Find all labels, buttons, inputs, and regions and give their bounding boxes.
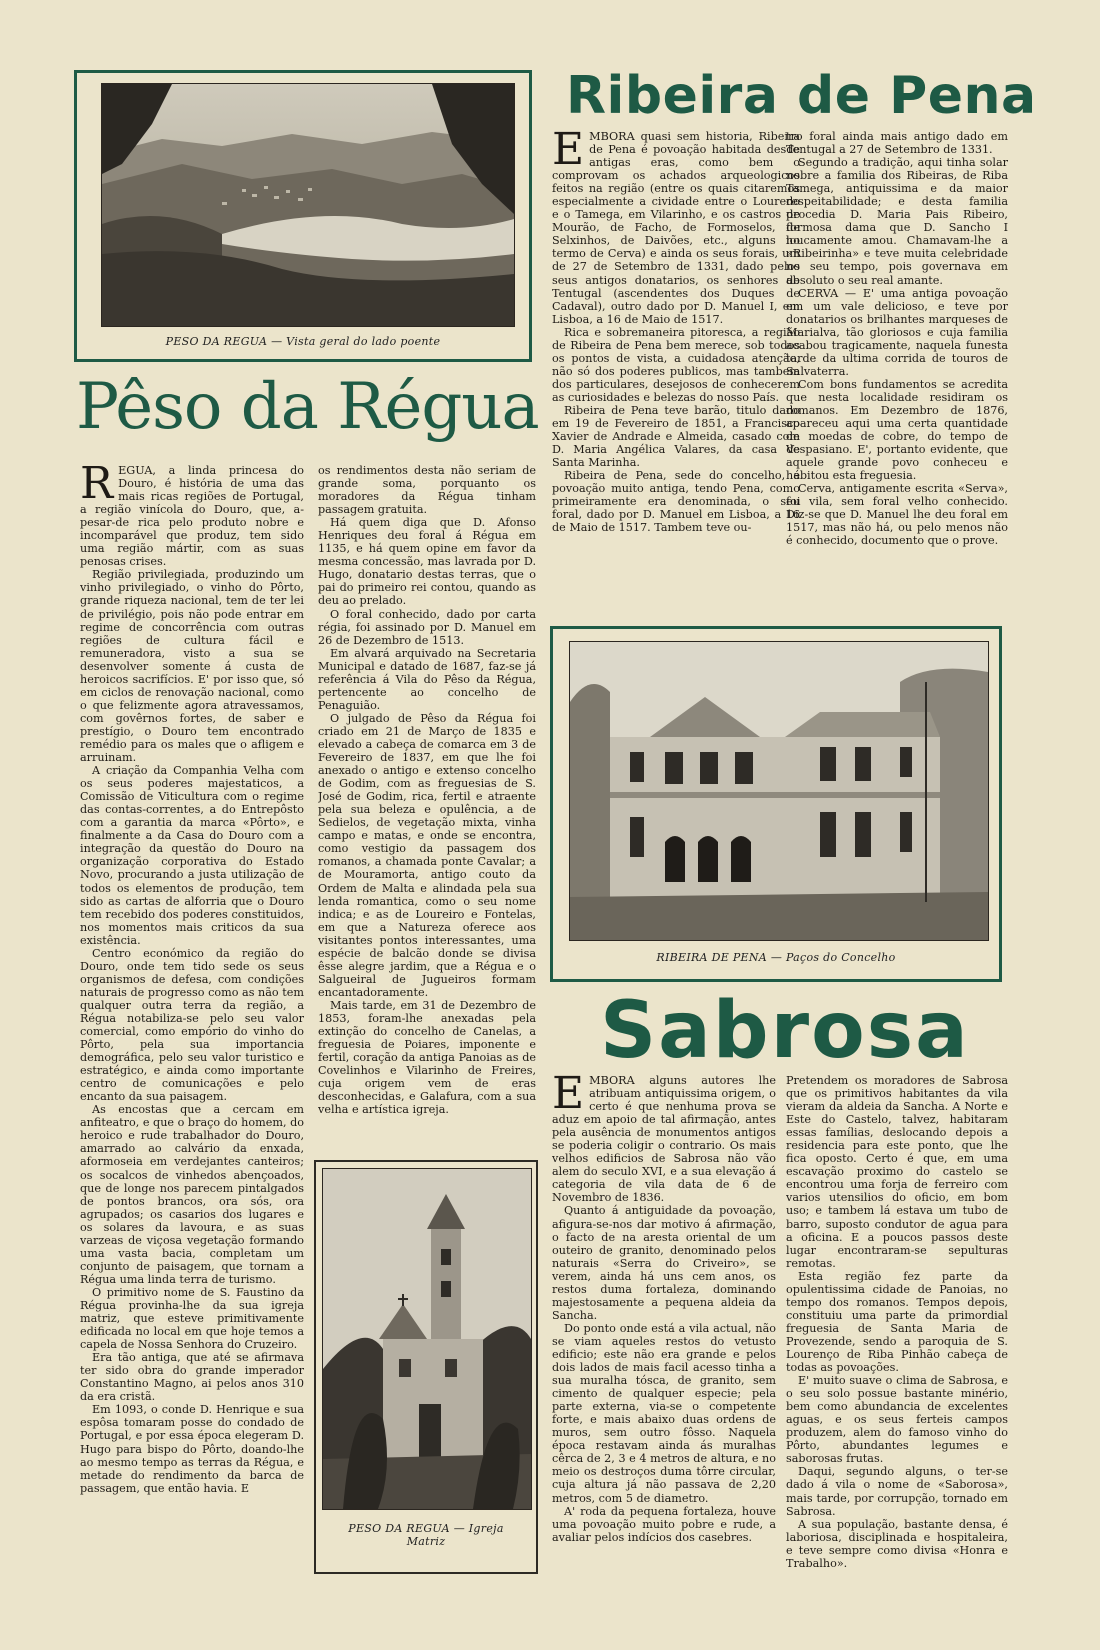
ribeira-paragraph-9: Cerva, antigamente escrita «Serva», foi vila, sem foral velho conhecido. Diz-se que D. Manuel lhe deu foral em 1517, mas não há, ou pelo menos não é conhecido, documento que o prove.: [786, 482, 1008, 548]
ribeira-column-2: [786, 130, 1008, 620]
photo-ribeira-pacos: [569, 641, 989, 941]
sabrosa-paragraph-1: EMBORA alguns autores lhe atribuam antiquissima origem, o certo é que nenhuma prova se aduz em apoio de tal afirmação, antes pela ausência de monumentos antigos se poderia coligir o contrario. Os mais velhos edificios de Sabrosa não vão alem do seculo XVI, e a sua elevação á categoria de vila data de 6 de Novembro de 1836.: [552, 1074, 776, 1205]
regua-paragraph-3: A criação da Companhia Velha com os seus poderes majestaticos, a Comissão de Viticultura com o regime das contas-correntes, a do Entrepôsto com a garantia da marca «Pôrto», e finalmente a da Casa do Douro com a integração da questão do Douro na organização corporativa do Estado Novo, procurando a justa utilização de todos os elementos de produção, tem sido as cartas de alforria que o Douro tem recebido dos poderes constituidos, nos momentos mais criticos da sua existência.: [80, 764, 304, 947]
sabrosa-paragraph-4: A' roda da pequena fortaleza, houve uma povoação muito pobre e rude, a avaliar pelos indícios dos casebres.: [552, 1504, 776, 1544]
ribeira-paragraph-3: Ribeira de Pena teve barão, titulo dado em 19 de Fevereiro de 1851, a Francisco Xavier de Andrade e Almeida, casado com D. Maria Angélica Valares, da casa de Santa Marinha.: [552, 403, 800, 470]
ribeira-paragraph-7: CERVA — E' uma antiga povoação em um vale delicioso, e teve por donatarios os brilhantes marqueses de Marialva, tão gloriosos e cuja familia acabou tragicamente, naquela funesta tarde da ultima corrida de touros de Salvaterra.: [786, 286, 1008, 378]
drop-cap-r: R: [80, 464, 114, 509]
caption-ribeira-pacos: RIBEIRA DE PENA — Paços do Concelho: [656, 951, 896, 964]
regua-paragraph-1: REGUA, a linda princesa do Douro, é história de uma das mais ricas regiões de Portugal, a região vinícola do Douro, que, a-pesar-de rica pelo produto nobre e incomparável que produz, tem sido uma região mártir, com as suas penosas crises.: [80, 464, 304, 569]
sabrosa-paragraph-8: Daqui, segundo alguns, o ter-se dado á vila o nome de «Saborosa», mais tarde, por corrupção, tornado em Sabrosa.: [786, 1465, 1008, 1518]
ribeira-paragraph-4: Ribeira de Pena, sede do concelho, é povoação muito antiga, tendo Pena, como primeiramente era denominada, o seu foral, dado por D. Manuel em Lisboa, a 16 de Maio de 1517. Tambem teve ou-: [552, 469, 800, 535]
sabrosa-paragraph-3: Do ponto onde está a vila actual, não se viam aqueles restos do vetusto edificio; este não era grande e pelos dois lados de mais facil acesso tinha a sua muralha tósca, de granito, sem cimento de qualquer especie; pela parte externa, via-se o competente forte, e mais abaixo duas ordens de muros, sem outro fôsso. Naquela época restavam ainda ás muralhas cêrca de 2, 3 e 4 metros de altura, e no meio os destroços duma tôrre circular, cuja altura já não passava de 2,20 metros, com 5 de diametro.: [552, 1321, 776, 1505]
ribeira-paragraph-6: Segundo a tradição, aqui tinha solar nobre a familia dos Ribeiras, de Riba Tamega, antiquissima e da maior respeitabilidade; e desta familia procedia D. Maria Pais Ribeiro, formosa dama que D. Sancho I loucamente amou. Chamavam-lhe a «Ribeirinha» e teve muita celebridade no seu tempo, pois governava em absoluto o seu real amante.: [786, 156, 1008, 287]
regua-column-1: [80, 464, 304, 1576]
regua-paragraph-11: O foral conhecido, dado por carta régia, foi assinado por D. Manuel em 26 de Dezembro de 1513.: [318, 607, 536, 647]
ribeira-paragraph-1: EMBORA quasi sem historia, Ribeira de Pena é povoação habitada desde antigas eras, como bem o comprovam os achados arqueologicos feitos na região (entre os quais citaremos especialmente a cividade entre o Louredo e o Tamega, em Vilarinho, e os castros de Mourão, de Facho, de Formoselos, de Selxinhos, de Daivões, etc., alguns no termo de Cerva) e ainda os seus forais, um de 27 de Setembro de 1331, dado pelos seus antigos donatarios, os senhores de Tentugal (ascendentes dos Duques de Cadaval), outro dado por D. Manuel I, em Lisboa, a 16 de Maio de 1517.: [552, 130, 800, 326]
ribeira-paragraph-2: Rica e sobremaneira pitoresca, a região de Ribeira de Pena bem merece, sob todos os pontos de vista, a cuidadosa atenção, não só dos poderes publicos, mas tambem dos particulares, desejosos de conhecerem as curiosidades e belezas do nosso País.: [552, 325, 800, 404]
sabrosa-paragraph-2: Quanto á antiguidade da povoação, afigura-se-nos dar motivo á afirmação, o facto de na aresta oriental de um outeiro de granito, denominado pelos naturais «Serra do Criveiro», se verem, ainda há uns cem anos, os restos duma fortaleza, dominando majestosamente a pequena aldeia da Sancha.: [552, 1204, 776, 1322]
ribeira-paragraph-8: Com bons fundamentos se acredita que nesta localidade residiram os romanos. Em Dezembro de 1876, apareceu aqui uma certa quantidade de moedas de cobre, do tempo de Vespasiano. E', portanto evidente, que aquele grande povo conheceu e habitou esta freguesia.: [786, 377, 1008, 483]
drop-cap-e-ribeira: E: [552, 130, 585, 175]
regua-paragraph-10: Há quem diga que D. Afonso Henriques deu foral á Régua em 1135, e há quem opine em favor da mesma concessão, mas lavrada por D. Hugo, donatario destas terras, que o pai do primeiro rei contou, quando as deu ao prelado.: [318, 516, 536, 608]
photo-frame-regua-vista: [74, 70, 532, 362]
title-sabrosa: Sabrosa: [600, 986, 970, 1076]
sabrosa-column-1: [552, 1074, 776, 1574]
regua-paragraph-12: Em alvará arquivado na Secretaria Municipal e datado de 1687, faz-se já referência á Vila do Pêso da Régua, pertencente ao concelho de Penaguião.: [318, 646, 536, 712]
title-peso-da-regua: Pêso da Régua: [76, 370, 539, 444]
ribeira-paragraph-5: tro foral ainda mais antigo dado em Tentugal a 27 de Setembro de 1331.: [786, 130, 1008, 157]
regua-column-2: [318, 464, 536, 1154]
regua-paragraph-4: Centro económico da região do Douro, onde tem tido sede os seus organismos de defesa, com condições naturais de progresso como as não tem qualquer outra terra da região, a Régua notabiliza-se pelo seu valor comercial, como empório do vinho do Pôrto, pela sua importancia demográfica, pelo seu valor turistico e estratégico, e ainda como importante centro de comunicações e pelo encanto da sua paisagem.: [80, 946, 304, 1104]
regua-paragraph-13: O julgado de Pêso da Régua foi criado em 21 de Março de 1835 e elevado a cabeça de comarca em 3 de Fevereiro de 1837, em que lhe foi anexado o antigo e extenso concelho de Godim, com as freguesias de S. José de Godim, rica, fertil e atraente pela sua beleza e opulência, a de Sedielos, de vegetação mixta, vinha campo e matas, e onde se encontra, como vestigio da passagem dos romanos, a chamada ponte Cavalar; a de Mouramorta, antigo couto da Ordem de Malta e alindada pela sua lenda romantica, como o seu nome indica; e as de Loureiro e Fontelas, em que a Natureza oferece aos visitantes pontos interessantes, uma espécie de balcão donde se divisa êsse alegre jardim, que a Régua e o Salgueiral de Jugueiros formam encantadoramente.: [318, 711, 536, 999]
photo-frame-regua-igreja: [314, 1160, 538, 1574]
regua-paragraph-6: O primitivo nome de S. Faustino da Régua provinha-lhe da sua igreja matriz, que esteve primitivamente edificada no local em que hoje temos a capela de Nossa Senhora do Cruzeiro.: [80, 1285, 304, 1352]
photo-frame-ribeira-pacos: [550, 626, 1002, 982]
regua-paragraph-2: Região privilegiada, produzindo um vinho privilegiado, o vinho do Pôrto, grande riqueza nacional, tem de ter lei de privilégio, pois não pode entrar em regime de concorrência com outras regiões de cultura fácil e remuneradora, visto a sua se desenvolver somente á custa de heroicos sacrifícios. E' por isso que, só em ciclos de renovação nacional, como o que felizmente agora atravessamos, com govêrnos fortes, de saber e prestígio, o Douro tem encontrado remédio para os males que o afligem e arruinam.: [80, 568, 304, 765]
sabrosa-paragraph-9: A sua população, bastante densa, é laboriosa, disciplinada e hospitaleira, e teve sempre como divisa «Honra e Trabalho».: [786, 1517, 1008, 1570]
photo-regua-vista: [101, 83, 515, 327]
sabrosa-column-2: [786, 1074, 1008, 1574]
regua-paragraph-5: As encostas que a cercam em anfiteatro, e que o braço do homem, do heroico e rude trabalhador do Douro, amarrado ao calvário da enxada, aformoseia em verdejantes canteiros; os socalcos de vinhedos abençoados, que de longe nos parecem pintalgados de pontos brancos, ora sós, ora agrupados; os casarios dos lugares e os solares da lavoura, e as suas varzeas de viçosa vegetação formando uma vasta bacia, completam um conjunto de paisagem, que tornam a Régua uma linda terra de turismo.: [80, 1103, 304, 1286]
sabrosa-paragraph-6: Esta região fez parte da opulentissima cidade de Panoias, no tempo dos romanos. Tempos depois, constituiu uma parte da primordial freguesia de Santa Maria de Provezende, sendo a paroquia de S. Lourenço de Riba Pinhão cabeça de todas as povoações.: [786, 1269, 1008, 1375]
regua-paragraph-9: os rendimentos desta não seriam de grande soma, porquanto os moradores da Régua tinham passagem gratuita.: [318, 464, 536, 517]
ribeira-column-1: [552, 130, 800, 620]
drop-cap-e-sabrosa: E: [552, 1074, 585, 1119]
title-ribeira-de-pena: Ribeira de Pena: [566, 66, 1037, 126]
sabrosa-paragraph-7: E' muito suave o clima de Sabrosa, e o seu solo possue bastante minério, bem como abundancia de excelentes aguas, e os seus ferteis campos produzem, alem do famoso vinho do Pôrto, abundantes legumes e saborosas frutas.: [786, 1374, 1008, 1466]
photo-regua-igreja: [322, 1168, 532, 1510]
regua-paragraph-7: Era tão antiga, que até se afirmava ter sido obra do grande imperador Constantino Magno, ai pelos anos 310 da era cristã.: [80, 1351, 304, 1404]
regua-paragraph-8: Em 1093, o conde D. Henrique e sua espôsa tomaram posse do condado de Portugal, e por essa época elegeram D. Hugo para bispo do Pôrto, doando-lhe ao mesmo tempo as terras da Régua, e metade do rendimento da barca de passagem, que então havia. E: [80, 1403, 304, 1495]
regua-paragraph-14: Mais tarde, em 31 de Dezembro de 1853, foram-lhe anexadas pela extinção do concelho de Canelas, a freguesia de Poiares, imponente e fertil, coração da antiga Panoias as de Covelinhos e Vilarinho de Freires, cuja origem vem de eras desconhecidas, e Galafura, com a sua velha e artística igreja.: [318, 998, 536, 1117]
caption-regua-igreja: PESO DA REGUA — Igreja Matriz: [348, 1522, 504, 1548]
sabrosa-paragraph-5: Pretendem os moradores de Sabrosa que os primitivos habitantes da vila vieram da aldeia da Sancha. A Norte e Este do Castelo, talvez, habitaram essas famílias, deslocando depois a residencia para este ponto, que lhe fica oposto. Certo é que, em uma escavação proximo do castelo se encontrou uma forja de ferreiro com varios utensilios do oficio, em bom uso; e tambem lá estava um tubo de barro, suposto condutor de agua para a oficina. E a poucos passos deste lugar encontraram-se sepulturas remotas.: [786, 1074, 1008, 1270]
caption-regua-vista: PESO DA REGUA — Vista geral do lado poente: [165, 335, 441, 348]
